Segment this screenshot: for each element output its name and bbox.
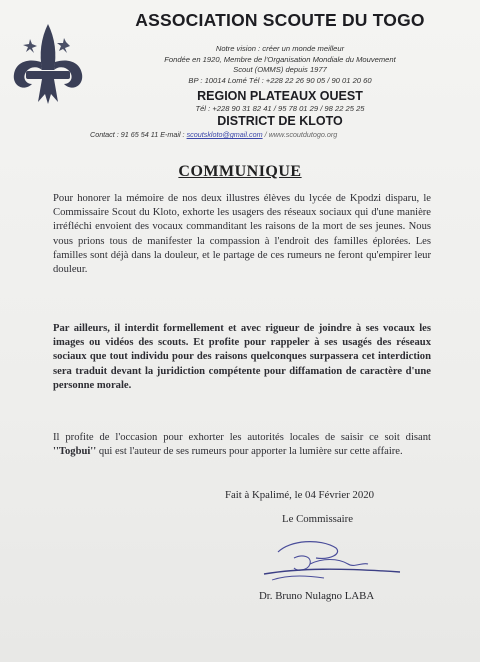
website-text: / www.scoutdutogo.org [264, 130, 338, 139]
founding-info [90, 55, 470, 74]
paragraph-3-start: Il profite de l'occasion pour exhorter les autorités locales de saisir ce soit disant [53, 432, 431, 443]
handwritten-signature [250, 528, 410, 588]
postal-phone-line: BP : 10014 Lomé Tél : +228 22 26 90 05 / 90 01 20 60 [188, 76, 372, 85]
founding-line-2: Scout (OMMS) depuis 1977 [233, 64, 327, 74]
signer-name: Dr. Bruno Nulagno LABA [259, 590, 375, 602]
founding-line-1: Fondée en 1920, Membre de l'Organisation Mondiale du Mouvement [164, 55, 396, 64]
organization-name: ASSOCIATION SCOUTE DU TOGO [135, 10, 425, 30]
togbui-name: ''Togbui'' [53, 446, 97, 458]
region-phone-line: Tél : +228 90 31 82 41 / 95 78 01 29 / 98 22 25 25 [195, 104, 365, 113]
document-title: COMMUNIQUE [178, 163, 302, 180]
scout-fleur-de-lis-logo [8, 18, 88, 108]
region-name: REGION PLATEAUX OUEST [197, 89, 363, 103]
paragraph-1: Pour honorer la mémoire de nos deux illustres élèves du lycée de Kpodzi disparu, le Commissaire Scout du Kloto, exhorte les usagers des réseaux sociaux qui d'une manière irréfléchi envoient des vocaux commanditant les raisons de la mort de ses jeunes. Nous vous prions tous de manifester la compassion à l'endroit des familles éplorées. Les familles sont déjà dans la douleur, et le partage de ces rumeurs ne feront qu'empirer leur douleur. [53, 193, 431, 276]
vision-statement: Notre vision : créer un monde meilleur [215, 44, 345, 53]
signer-role: Le Commissaire [282, 513, 354, 525]
date-place-line: Fait à Kpalimé, le 04 Février 2020 [225, 489, 375, 501]
district-name: DISTRICT DE KLOTO [217, 114, 343, 128]
contact-label: Contact : 91 65 54 11 E-mail : [90, 130, 185, 139]
paragraph-2: Par ailleurs, il interdit formellement et avec rigueur de joindre à ses vocaux les images ou vidéos des scouts. Et profite pour rappeler à ses usagés des réseaux sociaux que tout individu pour des raisons quelconques surpassera cet interdiction sera traduit devant la juridiction compétente pour diffamation de caractère d'une personne morale. [53, 323, 431, 391]
email-link[interactable]: scoutskloto@gmail.com [186, 130, 263, 139]
contact-line [90, 130, 470, 139]
paragraph-3-end: qui est l'auteur de ses rumeurs pour apporter la lumière sur cette affaire. [96, 446, 403, 458]
paragraph-3 [53, 431, 431, 459]
